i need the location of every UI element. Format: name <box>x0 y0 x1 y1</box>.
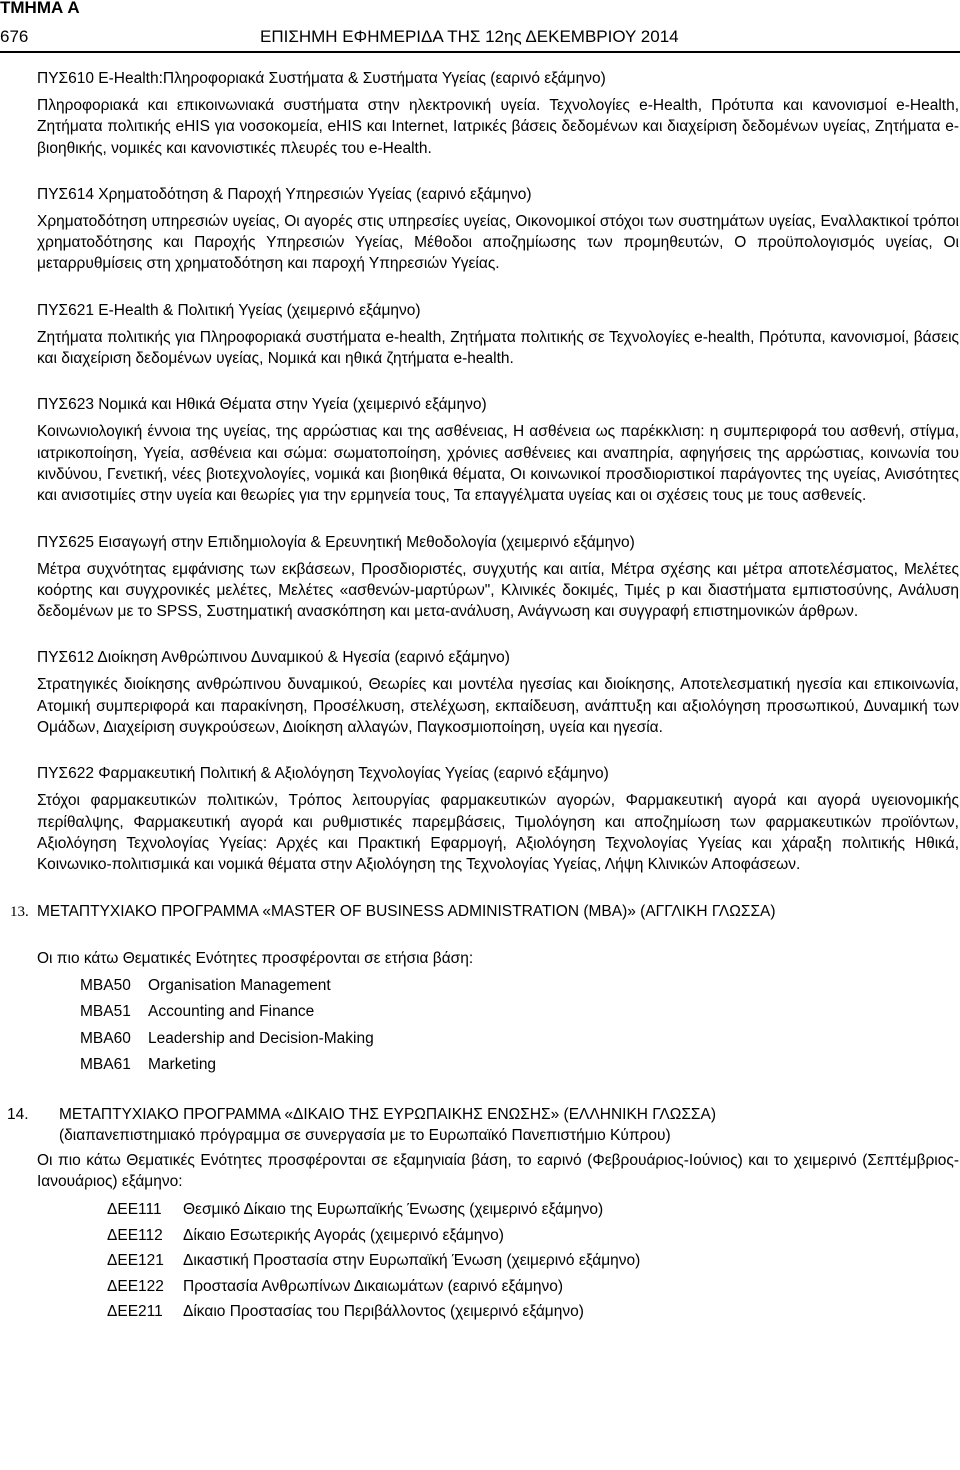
unit-name: Προστασία Ανθρωπίνων Δικαιωμάτων (εαρινό εξάμηνο) <box>183 1277 564 1295</box>
program-13 <box>10 901 959 1079</box>
document-body <box>7 68 959 1325</box>
unit-code: ΔΕΕ112 <box>107 1226 163 1244</box>
unit-row <box>107 1223 959 1249</box>
unit-name: Accounting and Finance <box>148 1003 315 1021</box>
section-label: ΤΜΗΜΑ Α <box>0 0 80 17</box>
course-description: Στόχοι φαρμακευτικών πολιτικών, Τρόπος λειτουργίας φαρμακευτικών αγορών, Φαρμακευτική αγορά και αγορά υγειονομικής περίθαλψης, Φαρμακευτική αγορά και ρυθμιστικές παρεμβάσεις, Τιμολόγηση και αποζημίωση των φαρμακευτικών προϊόντων, Αξιολόγηση Τεχνολογίας Υγείας: Αρχές και Πρακτική Εφαρμογή, Αξιολόγηση Τεχνολογίας Υγείας και χάραξη πολιτικής Ηθικά, Κοινωνικο-πολιτισμικά και νομικά θέματα στην Αξιολόγηση της Τεχνολογίας Υγείας, Λήψη Κλινικών Αποφάσεων. <box>37 792 959 874</box>
program-13-intro: Οι πιο κάτω Θεματικές Ενότητες προσφέρονται σε ετήσια βάση: <box>37 949 474 967</box>
course-description: Μέτρα συχνότητας εμφάνισης των εκβάσεων, Προσδιοριστές, συγχυτής και αιτία, Μέτρα σχέσης και μέτρα αποτελέσματος, Μελέτες κοόρτης και συγχρονικές μελέτες, Μελέτες «ασθενών-μαρτύρων", Κλινικές δοκιμές, Τιμές p και διαστήματα εμπιστοσύνης, Ανάλυση δεδομένων με το SPSS, Συστηματική ανασκόπηση και μετα-ανάλυση, Ανάγνωση και συγγραφή επιστημονικών άρθρων. <box>37 560 959 621</box>
unit-code: ΔΕΕ211 <box>107 1303 163 1321</box>
program-13-title: ΜΕΤΑΠΤΥΧΙΑΚΟ ΠΡΟΓΡΑΜΜΑ «MASTER OF BUSINESS ADMINISTRATION (MBA)» (ΑΓΓΛΙΚΗ ΓΛΩΣΣΑ) <box>37 902 776 920</box>
program-14-units <box>107 1197 959 1325</box>
program-14-title: ΜΕΤΑΠΤΥΧΙΑΚΟ ΠΡΟΓΡΑΜΜΑ «ΔΙΚΑΙΟ ΤΗΣ ΕΥΡΩΠΑΙΚΗΣ ΕΝΩΣΗΣ» (ΕΛΛΗΝΙΚΗ ΓΛΩΣΣΑ) <box>59 1105 716 1123</box>
course-description: Κοινωνιολογική έννοια της υγείας, της αρρώστιας και της ασθένειας, Η ασθένεια ως παρέκκλιση: η συμπεριφορά του ασθενή, στίγμα, ιατρικοποίηση, Υγεία, ασθένεια και σώμα: σωματοποίηση, χρόνιες ασθένειες και αναπηρία, αφηγήσεις της αρρώστιας, κοινωνία του κινδύνου, Γενετική, νέες βιοτεχνολογίες, νομικά και βιοηθικά θέματα, Οι κοινωνικοί προσδιοριστικοί παράγοντες της υγείας, Ανισότητες και ανισοτιμίες στην υγεία και θεωρίες για την ερμηνεία τους, Τα επαγγέλματα υγείας και οι σχέσεις τους με τους ασθενείς. <box>37 423 959 505</box>
course-block <box>37 647 959 738</box>
course-description: Χρηματοδότηση υπηρεσιών υγείας, Οι αγορές στις υπηρεσίες υγείας, Οικονομικοί στόχοι των συστημάτων υγείας, Εναλλακτικοί τρόποι χρηματοδότησης και Παροχής Υπηρεσιών Υγείας, Μέθοδοι αποζημίωσης των προμηθευτών, Ο προϋπολογισμός υγείας, Οι μεταρρυθμίσεις στη χρηματοδότηση και παροχή Υπηρεσιών Υγείας. <box>37 212 959 273</box>
unit-name: Θεσμικό Δίκαιο της Ευρωπαϊκής Ένωσης (χειμερινό εξάμηνο) <box>183 1201 604 1219</box>
unit-row <box>107 1197 959 1223</box>
course-list <box>37 68 959 876</box>
course-title: ΠΥΣ621 E-Health & Πολιτική Υγείας (χειμερινό εξάμηνο) <box>37 301 421 319</box>
course-block <box>37 532 959 623</box>
program-14-number: 14. <box>7 1105 29 1123</box>
unit-row <box>80 973 959 1000</box>
unit-code: MBA61 <box>80 1056 131 1074</box>
unit-code: MBA50 <box>80 976 131 994</box>
unit-row <box>107 1248 959 1274</box>
unit-code: ΔΕΕ111 <box>107 1201 162 1219</box>
unit-name: Δικαστική Προστασία στην Ευρωπαϊκή Ένωση (χειμερινό εξάμηνο) <box>183 1252 641 1270</box>
program-13-heading <box>10 901 959 922</box>
unit-name: Δίκαιο Εσωτερικής Αγοράς (χειμερινό εξάμηνο) <box>183 1226 504 1244</box>
unit-code: MBA51 <box>80 1003 131 1021</box>
unit-name: Δίκαιο Προστασίας του Περιβάλλοντος (χειμερινό εξάμηνο) <box>183 1303 584 1321</box>
program-13-units <box>80 973 959 1079</box>
page-number: 676 <box>0 27 29 46</box>
course-title: ΠΥΣ625 Εισαγωγή στην Επιδημιολογία & Ερευνητική Μεθοδολογία (χειμερινό εξάμηνο) <box>37 533 635 551</box>
course-block <box>37 184 959 275</box>
program-14-heading <box>7 1104 959 1125</box>
course-block <box>37 300 959 370</box>
course-block <box>37 394 959 506</box>
unit-code: ΔΕΕ121 <box>107 1252 164 1270</box>
course-title: ΠΥΣ623 Νομικά και Ηθικά Θέματα στην Υγεία (χειμερινό εξάμηνο) <box>37 396 487 414</box>
unit-code: MBA60 <box>80 1029 131 1047</box>
unit-code: ΔΕΕ122 <box>107 1277 164 1295</box>
unit-row <box>107 1274 959 1300</box>
unit-row <box>80 1052 959 1079</box>
unit-row <box>107 1299 959 1325</box>
course-title: ΠΥΣ622 Φαρμακευτική Πολιτική & Αξιολόγηση Τεχνολογίας Υγείας (εαρινό εξάμηνο) <box>37 765 609 783</box>
program-14-intro: Οι πιο κάτω Θεματικές Ενότητες προσφέρονται σε εξαμηνιαία βάση, το εαρινό (Φεβρουάριος-Ιούνιος) και το χειμερινό (Σεπτέμβριος-Ιανουάριος) εξάμηνο: <box>37 1151 959 1191</box>
program-14 <box>7 1104 959 1325</box>
unit-name: Marketing <box>148 1056 217 1074</box>
program-13-number: 13. <box>10 903 29 920</box>
program-14-subtitle: (διαπανεπιστημιακό πρόγραμμα σε συνεργασία με το Ευρωπαϊκό Πανεπιστήμιο Κύπρου) <box>59 1126 671 1144</box>
unit-name: Leadership and Decision-Making <box>148 1029 374 1047</box>
unit-row <box>80 1026 959 1053</box>
gazette-title: ΕΠΙΣΗΜΗ ΕΦΗΜΕΡΙΔΑ ΤΗΣ 12ης ΔΕΚΕΜΒΡΙΟΥ 2014 <box>260 27 679 46</box>
unit-name: Organisation Management <box>148 976 331 994</box>
course-title: ΠΥΣ614 Χρηματοδότηση & Παροχή Υπηρεσιών Υγείας (εαρινό εξάμηνο) <box>37 185 532 203</box>
course-block <box>37 68 959 159</box>
course-description: Ζητήματα πολιτικής για Πληροφοριακά συστήματα e-health, Ζητήματα πολιτικής σε Τεχνολογίες e-health, Πρότυπα, κανονισμοί, βάσεις και διαχείριση δεδομένων υγείας, Νομικά και ηθικά ζητήματα e-health. <box>37 328 959 368</box>
header-rule <box>0 51 960 53</box>
unit-row <box>80 999 959 1026</box>
course-block <box>37 763 959 875</box>
course-description: Πληροφοριακά και επικοινωνιακά συστήματα στην ηλεκτρονική υγεία. Τεχνολογίες e-Health, Πρότυπα και κανονισμοί e-Health, Ζητήματα πολιτικής eHIS για νοσοκομεία, eHIS και Internet, Ιατρικές βάσεις δεδομένων και διαχείριση δεδομένων υγείας, Ζητήματα e-βιοηθικής, νομικές και κανονιστικές πλευρές του e-Health. <box>37 97 959 157</box>
course-description: Στρατηγικές διοίκησης ανθρώπινου δυναμικού, Θεωρίες και μοντέλα ηγεσίας και διοίκησης, Αποτελεσματική ηγεσία και επικοινωνία, Ατομική συμπεριφορά και παρακίνηση, Προσέλκυση, στελέχωση, εκπαίδευση, ανάπτυξη και αξιολόγηση προσωπικού, Δυναμική των Ομάδων, Διαχείριση συγκρούσεων, Διοίκηση αλλαγών, Παγκοσμιοποίηση, υγεία και ηγεσία. <box>37 676 959 737</box>
course-title: ΠΥΣ612 Διοίκηση Ανθρώπινου Δυναμικού & Ηγεσία (εαρινό εξάμηνο) <box>37 649 510 667</box>
course-title: ΠΥΣ610 E-Health:Πληροφοριακά Συστήματα & Συστήματα Υγείας (εαρινό εξάμηνο) <box>37 70 606 87</box>
